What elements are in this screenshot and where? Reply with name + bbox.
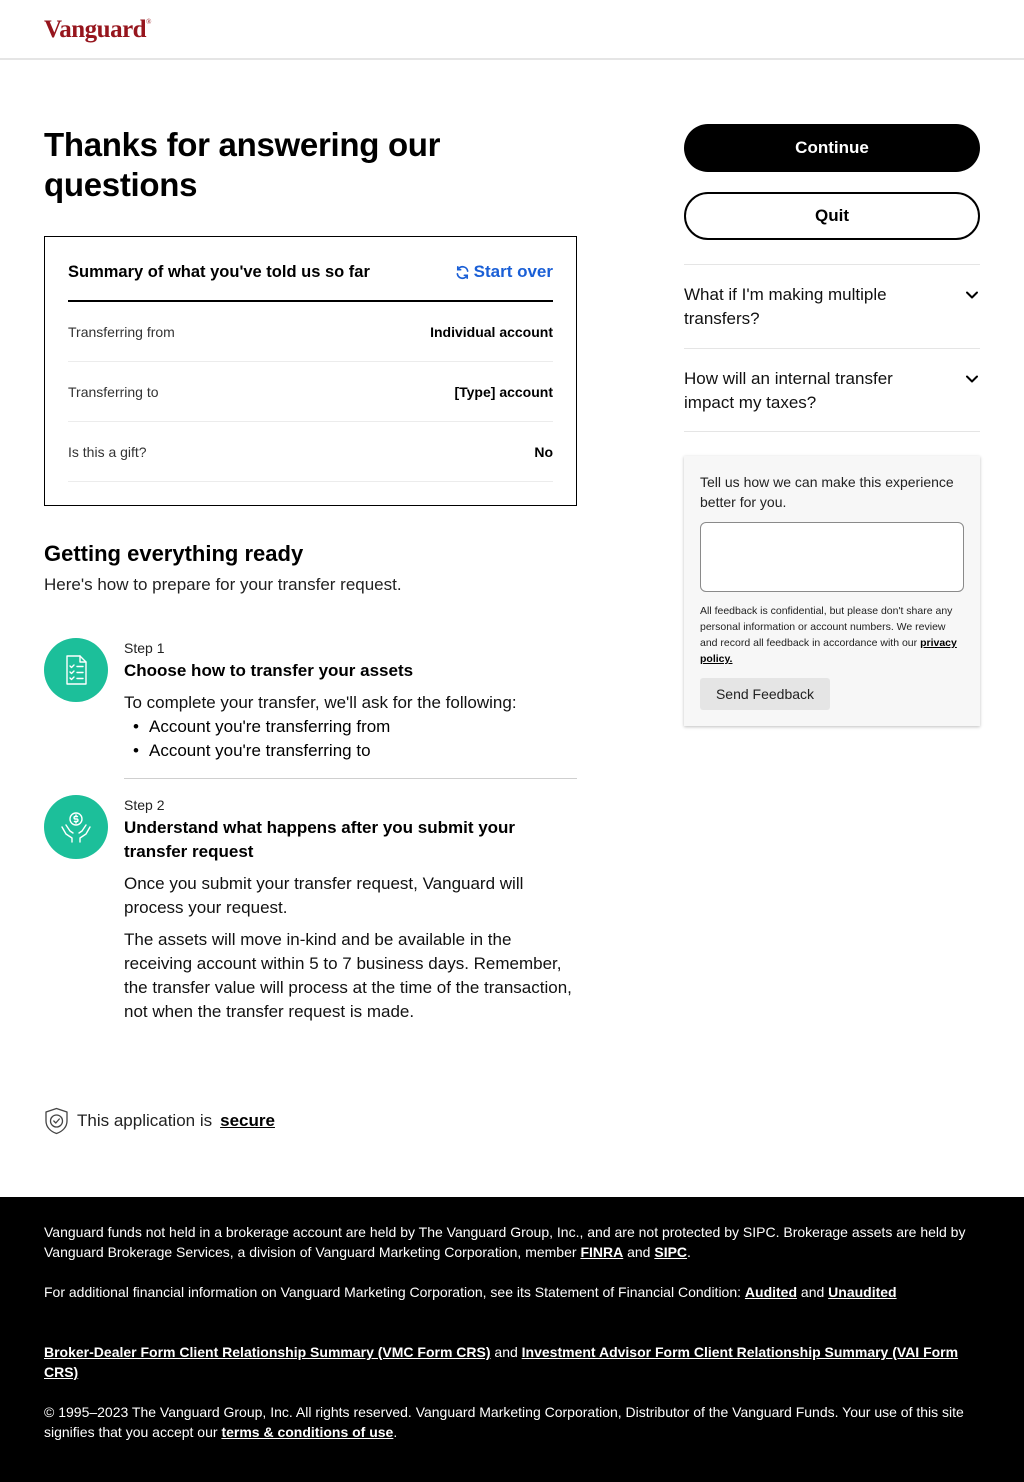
list-item: • Account you're transferring from: [124, 715, 574, 739]
terms-link[interactable]: terms & conditions of use: [221, 1424, 394, 1440]
footer-text: For additional financial information on Vanguard Marketing Corporation, see its Statement of Financial Condition:: [44, 1284, 742, 1300]
summary-value: [Type] account: [454, 383, 553, 400]
checklist-icon: [59, 653, 93, 687]
start-over-link[interactable]: [455, 262, 553, 282]
summary-value: Individual account: [430, 323, 553, 340]
footer-financial-info: [44, 1282, 980, 1302]
step-2-number: Step 2: [124, 797, 165, 813]
list-item: • Account you're transferring to: [124, 739, 574, 763]
footer-text: and: [494, 1344, 518, 1360]
faq-divider: [684, 431, 980, 432]
footer-text: © 1995–2023 The Vanguard Group, Inc. All rights reserved. Vanguard Marketing Corporation, Distributor of the Vanguard Funds. Your use of this site signifies that you accept our: [44, 1404, 964, 1440]
chevron-down-icon: [964, 371, 980, 387]
summary-row-gift: [68, 422, 553, 482]
getting-ready-subtitle: Here's how to prepare for your transfer request.: [44, 575, 402, 594]
logo-text: Vanguard: [44, 16, 147, 43]
feedback-panel: [684, 456, 980, 726]
start-over-label: Start over: [473, 262, 553, 281]
secure-text: This application is: [77, 1111, 213, 1130]
step-2-title: Understand what happens after you submit your transfer request: [124, 818, 516, 861]
faq-question: How will an internal transfer impact my taxes?: [684, 369, 893, 412]
footer-copyright: © 1995–2023 The Vanguard Group, Inc. All rights reserved. Vanguard Marketing Corporation, Distributor of the Vanguard Funds. Your use of this site signifies that you accept our terms & conditions of use.: [44, 1404, 964, 1440]
summary-label: Transferring from: [68, 323, 175, 340]
footer-text: Vanguard funds not held in a brokerage account are held by The Vanguard Group, Inc., and are not protected by SIPC. Brokerage assets are held by Vanguard Brokerage Services, a division of Vanguard Marketing Corporation, member: [44, 1224, 966, 1260]
audited-link[interactable]: Audited: [744, 1284, 798, 1300]
getting-ready-title: Getting everything ready: [44, 541, 304, 566]
site-footer: [0, 1197, 1024, 1482]
sipc-link[interactable]: SIPC: [654, 1244, 688, 1260]
feedback-note: [700, 603, 962, 667]
summary-row-to: [68, 362, 553, 422]
unaudited-link[interactable]: Unaudited: [828, 1284, 897, 1300]
summary-label: Is this a gift?: [68, 443, 147, 460]
vanguard-logo[interactable]: [44, 16, 151, 44]
step-2-icon-badge: [44, 795, 108, 859]
continue-button[interactable]: Continue: [684, 124, 980, 172]
vmc-form-crs-link[interactable]: Broker-Dealer Form Client Relationship Summary (VMC Form CRS): [44, 1344, 491, 1360]
summary-header: [68, 261, 553, 302]
quit-button[interactable]: Quit: [684, 192, 980, 240]
summary-title: Summary of what you've told us so far: [68, 263, 370, 281]
footer-crs-links: [44, 1342, 980, 1382]
step-1-number: Step 1: [124, 640, 165, 656]
summary-row-from: [68, 302, 553, 362]
hands-dollar-icon: [59, 810, 93, 844]
page-title: Thanks for answering our questions: [44, 126, 441, 203]
site-header: [0, 0, 1024, 60]
step-1-title: Choose how to transfer your assets: [124, 661, 414, 680]
faq-item-multiple-transfers[interactable]: [684, 264, 980, 348]
step-2-text-1: Once you submit your transfer request, Vanguard will process your request.: [124, 874, 524, 917]
feedback-input[interactable]: [700, 522, 964, 592]
feedback-prompt: Tell us how we can make this experience better for you.: [700, 474, 954, 510]
send-feedback-button[interactable]: Send Feedback: [700, 678, 830, 710]
privacy-policy-link[interactable]: privacy policy.: [700, 637, 957, 665]
footer-text: and: [800, 1284, 825, 1300]
footer-text: and: [627, 1244, 651, 1260]
feedback-note-text: All feedback is confidential, but please don't share any personal information or account numbers. We review and record all feedback in accordance with our: [700, 605, 953, 649]
step-1-icon-badge: [44, 638, 108, 702]
summary-value: No: [534, 443, 553, 460]
footer-sipc-disclosure: Vanguard funds not held in a brokerage account are held by The Vanguard Group, Inc., and are not protected by SIPC. Brokerage assets are held by Vanguard Brokerage Services, a division of Vanguard Marketing Corporation, member FINRA and SIPC.: [44, 1224, 966, 1260]
chevron-down-icon: [964, 287, 980, 303]
step-divider: [124, 778, 577, 779]
vai-form-crs-link[interactable]: Investment Advisor Form Client Relationship Summary (VAI Form CRS): [44, 1344, 959, 1380]
secure-notice: [44, 1107, 275, 1135]
faq-question: What if I'm making multiple transfers?: [684, 285, 887, 328]
summary-card: [44, 236, 577, 506]
step-1-text: To complete your transfer, we'll ask for the following:: [124, 693, 517, 712]
step-1-list: [124, 715, 574, 763]
step-2-text-2: The assets will move in-kind and be available in the receiving account within 5 to 7 business days. Remember, the transfer value will process at the time of the transaction, not when the transfer request is made.: [124, 930, 572, 1021]
summary-label: Transferring to: [68, 383, 159, 400]
logo-registered-mark: ®: [146, 18, 151, 26]
finra-link[interactable]: FINRA: [580, 1244, 624, 1260]
refresh-icon: [455, 265, 470, 280]
shield-check-icon: [44, 1107, 69, 1135]
secure-link[interactable]: secure: [220, 1111, 275, 1130]
faq-item-taxes[interactable]: [684, 348, 980, 432]
